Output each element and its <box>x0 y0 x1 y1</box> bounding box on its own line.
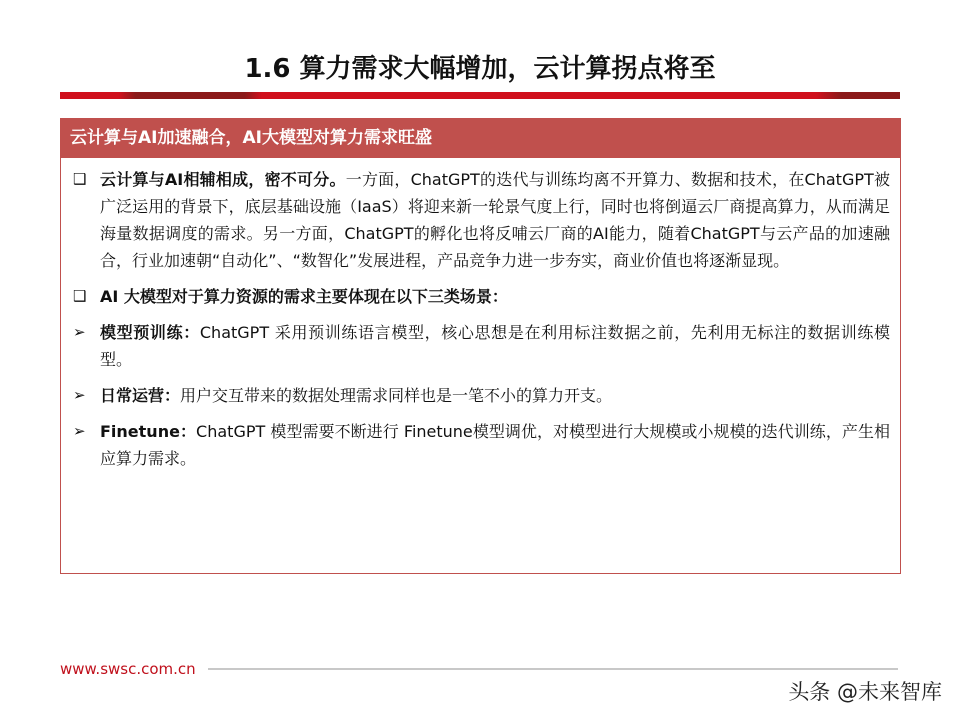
footer-url: www.swsc.com.cn <box>60 660 196 678</box>
list-item <box>73 166 890 274</box>
item-text: 一方面，ChatGPT的迭代与训练均离不开算力、数据和技术，在ChatGPT被广泛运用的背景下，底层基础设施（IaaS）将迎来新一轮景气度上行，同时也将倒逼云厂商提高算力，从而满足海量数据调度的需求。另一方面，ChatGPT的孵化也将反哺云厂商的AI能力，随着ChatGPT与云产品的加速融合，行业加速朝“自动化”、“数智化”发展进程，产品竞争力进一步夯实，商业价值也将逐渐显现。 <box>100 170 890 270</box>
checkbox-bullet-icon: ❑ <box>73 287 87 305</box>
item-bold: 模型预训练： <box>100 323 200 342</box>
list-item <box>73 418 890 472</box>
title-divider-bar <box>60 92 900 99</box>
item-bold: 云计算与AI相辅相成，密不可分。 <box>100 170 346 189</box>
item-bold: Finetune： <box>100 422 197 441</box>
arrow-bullet-icon: ➢ <box>73 386 86 404</box>
item-bold: 日常运营： <box>100 386 181 405</box>
content-box <box>60 118 901 574</box>
content-box-body <box>61 158 900 472</box>
item-bold: AI 大模型对于算力资源的需求主要体现在以下三类场景： <box>100 287 508 306</box>
content-box-header: 云计算与AI加速融合，AI大模型对算力需求旺盛 <box>61 118 900 158</box>
arrow-bullet-icon: ➢ <box>73 323 86 341</box>
list-item <box>73 319 890 373</box>
watermark: 头条 @未来智库 <box>788 680 942 704</box>
arrow-bullet-icon: ➢ <box>73 422 86 440</box>
checkbox-bullet-icon: ❑ <box>73 170 87 188</box>
list-item <box>73 382 890 409</box>
item-text: ChatGPT 采用预训练语言模型，核心思想是在利用标注数据之前，先利用无标注的数据训练模型。 <box>100 323 890 369</box>
item-text: ChatGPT 模型需要不断进行 Finetune模型调优，对模型进行大规模或小规模的迭代训练，产生相应算力需求。 <box>100 422 890 468</box>
footer-divider <box>208 668 898 670</box>
list-item <box>73 283 890 310</box>
item-text: 用户交互带来的数据处理需求同样也是一笔不小的算力开支。 <box>180 386 613 405</box>
slide-title: 1.6 算力需求大幅增加，云计算拐点将至 <box>244 54 716 84</box>
